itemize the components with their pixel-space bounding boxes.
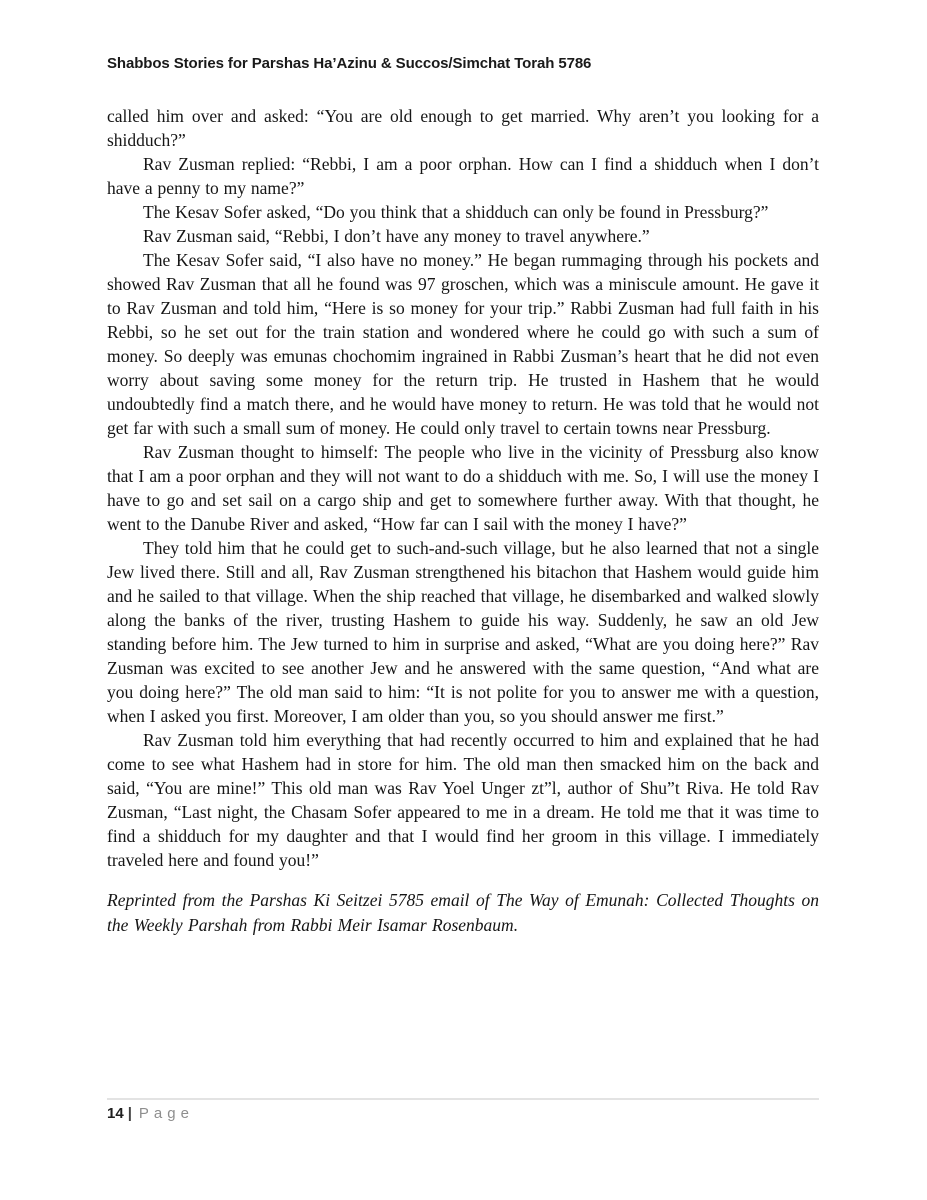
page-footer [107,1098,819,1122]
paragraph: Rav Zusman replied: “Rebbi, I am a poor orphan. How can I find a shidduch when I don’t have a penny to my name?” [107,154,819,198]
footer-page-indicator [107,1105,819,1122]
header-title: Shabbos Stories for Parshas Ha’Azinu & Succos/Simchat Torah 5786 [107,55,592,72]
document-body [107,104,819,937]
paragraph: They told him that he could get to such-and-such village, but he also learned that not a single Jew lived there. Still and all, Rav Zusman strengthened his bitachon that Hashem would guide him and he sailed to that village. When the ship reached that village, he disembarked and walked slowly along the banks of the river, trusting Hashem to guide his way. Suddenly, he saw an old Jew standing before him. The Jew turned to him in surprise and asked, “What are you doing here?” Rav Zusman was excited to see another Jew and he answered with the same question, “And what are you doing here?” The old man said to him: “It is not polite for you to answer me with a question, when I asked you first. Moreover, I am older than you, so you should answer me first.” [107,538,819,726]
page-number: 14 [107,1105,124,1122]
page-header [107,55,819,73]
paragraph: Rav Zusman said, “Rebbi, I don’t have any money to travel anywhere.” [143,226,650,246]
footer-divider [107,1098,819,1100]
paragraph: The Kesav Sofer asked, “Do you think that a shidduch can only be found in Pressburg?” [143,202,769,222]
paragraph-continuation: called him over and asked: “You are old enough to get married. Why aren’t you looking for a shidduch?” [107,106,819,150]
reprint-attribution-note: Reprinted from the Parshas Ki Seitzei 5785 email of The Way of Emunah: Collected Thoughts on the Weekly Parshah from Rabbi Meir Isamar Rosenbaum. [107,890,819,935]
footer-separator: | [127,1105,132,1122]
paragraph: Rav Zusman thought to himself: The people who live in the vicinity of Pressburg also know that I am a poor orphan and they will not want to do a shidduch with me. So, I will use the money I have to go and set sail on a cargo ship and get to somewhere further away. With that thought, he went to the Danube River and asked, “How far can I sail with the money I have?” [107,442,819,534]
page-label: Page [138,1105,194,1122]
paragraph: Rav Zusman told him everything that had recently occurred to him and explained that he had come to see what Hashem had in store for him. The old man then smacked him on the back and said, “You are mine!” This old man was Rav Yoel Unger zt”l, author of Shu”t Riva. He told Rav Zusman, “Last night, the Chasam Sofer appeared to me in a dream. He told me that it was time to find a shidduch for my daughter and that I would find her groom in this village. I immediately traveled here and found you!” [107,730,819,870]
paragraph: The Kesav Sofer said, “I also have no money.” He began rummaging through his pockets and showed Rav Zusman that all he found was 97 groschen, which was a miniscule amount. He gave it to Rav Zusman and told him, “Here is so money for your trip.” Rabbi Zusman had full faith in his Rebbi, so he set out for the train station and wondered where he could go with such a sum of money. So deeply was emunas chochomim ingrained in Rabbi Zusman’s heart that he did not even worry about saving some money for the return trip. He trusted in Hashem that he would undoubtedly find a match there, and he would have money to return. He was told that he would not get far with such a small sum of money. He could only travel to certain towns near Pressburg. [107,250,819,438]
